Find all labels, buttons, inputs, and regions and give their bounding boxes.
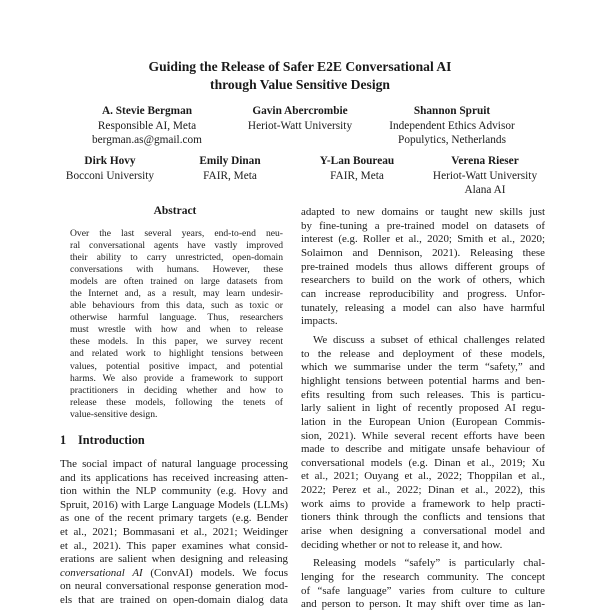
text-line: Spruit, 2016) with Large Language Models (LLMs) bbox=[60, 498, 288, 511]
section-title: Introduction bbox=[78, 433, 145, 447]
author-affiliation: Populytics, Netherlands bbox=[398, 134, 506, 146]
author-name: Dirk Hovy bbox=[84, 155, 136, 167]
author-affiliation: Heriot-Watt University bbox=[247, 119, 353, 132]
text-line: tion within the NLP community (e.g. Hovy and bbox=[60, 485, 288, 498]
text-line: Solaimon and Dennison, 2021). Releasing these bbox=[301, 246, 545, 259]
text-line: adapted to new domains or taught new skills just bbox=[301, 206, 545, 218]
text-line: practitioners in deciding whether and how to bbox=[70, 384, 283, 396]
paragraph bbox=[301, 334, 545, 553]
text-line: et al., 2021). This paper examines what consid- bbox=[60, 539, 288, 552]
text-line: conversational models (e.g. Dinan et al., 2019; Xu bbox=[301, 456, 545, 469]
text-line: interest (e.g. Roller et al., 2020; Smith et al., 2020; bbox=[301, 233, 545, 246]
author-name: A. Stevie Bergman bbox=[101, 105, 193, 117]
author-affiliation: bergman.as@gmail.com bbox=[92, 134, 202, 146]
text-line: larly salient in light of recently proposed AI regu- bbox=[301, 402, 545, 415]
paragraph bbox=[301, 557, 545, 612]
text-line: and its applications has received increasing atten- bbox=[60, 471, 288, 484]
abstract-body bbox=[70, 228, 283, 421]
text-line: We discuss a subset of ethical challenges related bbox=[313, 333, 545, 346]
text-line: ral conversational agents have vastly improved bbox=[70, 240, 283, 252]
text-line: can increase reproducibility and progress. Unfor- bbox=[301, 287, 545, 300]
author-name: Shannon Spruit bbox=[413, 105, 491, 117]
introduction-body bbox=[60, 458, 288, 608]
text-line: lenging for the research community. The concept bbox=[301, 571, 545, 584]
text-line: by fine-tuning a pre-trained model on datasets of bbox=[301, 219, 545, 232]
text-line: and related work to highlight tensions between bbox=[70, 348, 283, 360]
text-line: arise when designing a conversational model and bbox=[301, 525, 545, 538]
text-line: these models. In this paper, we survey recent bbox=[70, 336, 283, 348]
text-line: lation in the European Union (European Commis- bbox=[301, 415, 545, 428]
text-line: made to describe and mitigate unsafe behaviour of bbox=[301, 443, 545, 456]
text-line: models are often trained on large datasets from bbox=[70, 276, 283, 288]
author-block bbox=[389, 104, 515, 148]
text-line: to the release and deployment of these models, bbox=[301, 347, 545, 360]
author-affiliation: Bocconi University bbox=[65, 169, 155, 182]
author-block bbox=[66, 154, 154, 183]
title-line: Guiding the Release of Safer E2E Conversational AI bbox=[148, 59, 452, 74]
text-line: et al., 2021; Ouyang et al., 2022; Thoppilan et al., bbox=[301, 470, 545, 483]
text-line: sion, 2021). While several recent efforts have been bbox=[301, 429, 545, 442]
text-line: value-sensitive design. bbox=[70, 408, 158, 420]
text-line: work aims to provide a framework to help practi- bbox=[301, 497, 545, 510]
text-line: deciding whether or not to release it, and how. bbox=[301, 538, 503, 551]
author-block bbox=[433, 154, 537, 198]
text-line: tioners think through the conflicts and tensions that bbox=[301, 511, 545, 524]
text-line: able behaviours from this data, such as toxic or bbox=[70, 300, 283, 312]
text-line: the Internet and, as a result, may learn undesir- bbox=[70, 288, 283, 300]
abstract-heading: Abstract bbox=[153, 205, 197, 217]
section-number: 1 bbox=[60, 433, 67, 447]
author-name: Emily Dinan bbox=[199, 155, 261, 167]
author-affiliation: Heriot-Watt University bbox=[432, 169, 538, 182]
text-line: their ability to carry unrestricted, open-domain bbox=[70, 252, 283, 264]
author-affiliation: FAIR, Meta bbox=[203, 169, 257, 182]
text-line: release these models, following the tenets of bbox=[70, 396, 283, 408]
text-line: and person to person. It may shift over time as lan- bbox=[301, 598, 545, 611]
paragraph bbox=[301, 206, 545, 329]
text-line: erations are salient when designing and releasing bbox=[60, 553, 288, 566]
paper-title bbox=[0, 58, 600, 94]
text-line: pre-trained models thus allows different groups of bbox=[301, 260, 545, 273]
text-line: conversations with humans. However, these bbox=[70, 264, 283, 276]
text-line: els that are trained on open-domain dialog data bbox=[60, 593, 288, 606]
author-block bbox=[199, 154, 260, 183]
text-line: of “safe language” varies from culture to culture bbox=[301, 584, 545, 597]
author-name: Verena Rieser bbox=[451, 155, 519, 167]
author-affiliation: Independent Ethics Advisor bbox=[389, 119, 515, 132]
emphasis: conversational AI bbox=[60, 566, 143, 579]
author-block bbox=[92, 104, 202, 148]
title-line: through Value Sensitive Design bbox=[210, 77, 390, 92]
text-line: Releasing models “safely” is particularly chal- bbox=[313, 557, 545, 570]
author-block bbox=[248, 104, 352, 133]
text-line: harms. We also provide a framework to support bbox=[70, 372, 283, 384]
text-line: otherwise harmful language. Thus, researchers bbox=[70, 312, 283, 324]
text-line: efits resulting from such releases. This is particu- bbox=[301, 388, 545, 401]
right-column-body bbox=[301, 206, 545, 612]
author-name: Gavin Abercrombie bbox=[252, 105, 348, 117]
text-line: values, potential positive impact, and potential bbox=[70, 360, 283, 372]
author-affiliation: FAIR, Meta bbox=[330, 169, 384, 182]
author-name: Y-Lan Boureau bbox=[319, 155, 395, 167]
text-line: 2022; Perez et al., 2022; Dinan et al., 2022), this bbox=[301, 484, 545, 497]
text-line: impacts. bbox=[301, 315, 338, 328]
text-line: on neural conversational response generation mod- bbox=[60, 580, 288, 593]
author-affiliation: Alana AI bbox=[464, 184, 506, 196]
section-heading-introduction bbox=[60, 433, 145, 448]
text-line: as one of the recent primary targets (e.g. Bender bbox=[60, 512, 288, 525]
author-block bbox=[320, 154, 394, 183]
text-line: must wrestle with how and when to release bbox=[70, 324, 283, 336]
text-line: Over the last several years, end-to-end neu- bbox=[70, 228, 283, 239]
text-line: tunately, releasing a model can also have harmful bbox=[301, 301, 545, 314]
text-line: which we summarise under the term “safety,” and bbox=[301, 361, 545, 374]
text-line: highlight tensions between potential harms and ben- bbox=[301, 374, 545, 387]
text-line: researchers to build on the work of others, which bbox=[301, 274, 545, 287]
text-line: The social impact of natural language processing bbox=[60, 458, 288, 470]
author-affiliation: Responsible AI, Meta bbox=[97, 119, 197, 132]
text-line: et al., 2021; Bommasani et al., 2021; Weidinger bbox=[60, 525, 288, 538]
text-line: conversational AI (ConvAI) models. We focus bbox=[60, 566, 288, 579]
